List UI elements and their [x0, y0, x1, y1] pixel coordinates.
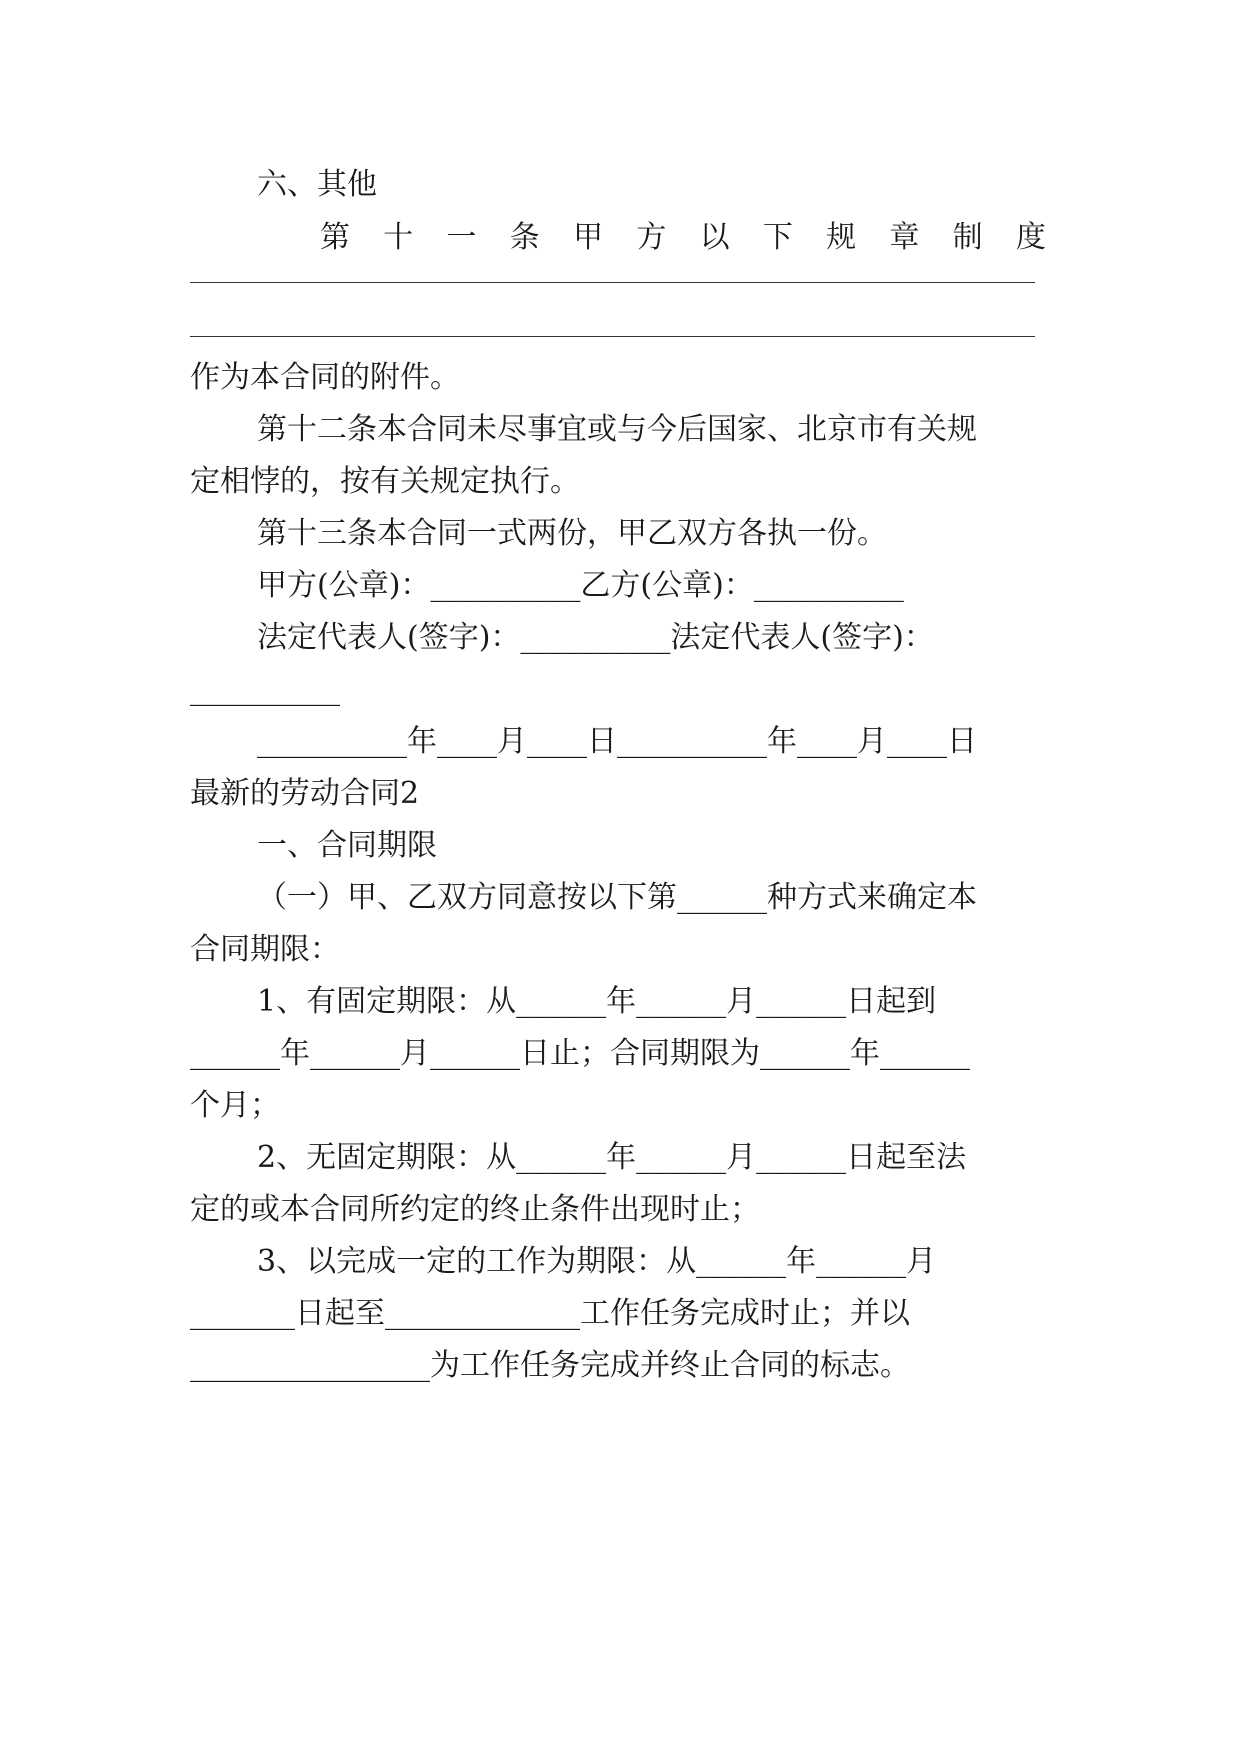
- article-11-char: 度: [1015, 220, 1046, 255]
- legal-rep-blank: __________: [190, 672, 340, 707]
- section-six-heading: 六、其他: [257, 167, 377, 202]
- blank-rule-2: [190, 336, 1035, 337]
- article-11-char: 方: [636, 220, 667, 255]
- article-12-line-1: 第十二条本合同未尽事宜或与今后国家、北京市有关规: [257, 412, 977, 447]
- legal-rep-line: 法定代表人(签字)：__________法定代表人(签字)：: [257, 620, 934, 655]
- article-11-char: 条: [509, 220, 540, 255]
- task-term-line-2: _______日起至_____________工作任务完成时止；并以: [190, 1296, 910, 1331]
- article-11-heading: [320, 218, 1046, 258]
- term-intro-line-2: 合同期限：: [190, 932, 340, 967]
- fixed-term-line-2: ______年______月______日止；合同期限为______年______: [190, 1036, 970, 1071]
- task-term-line-1: 3、以完成一定的工作为期限：从______年______月: [257, 1244, 937, 1279]
- article-11-char: 甲: [573, 220, 604, 255]
- article-11-char: 章: [889, 220, 920, 255]
- article-11-char: 一: [446, 220, 477, 255]
- article-13: 第十三条本合同一式两份，甲乙双方各执一份。: [257, 516, 887, 551]
- open-term-line-1: 2、无固定期限：从______年______月______日起至法: [257, 1140, 967, 1175]
- term-heading: 一、合同期限: [257, 828, 437, 863]
- fixed-term-line-1: 1、有固定期限：从______年______月______日起到: [257, 984, 937, 1019]
- article-11-char: 以: [699, 220, 730, 255]
- fixed-term-line-3: 个月；: [190, 1088, 280, 1123]
- article-11-char: 下: [762, 220, 793, 255]
- article-11-char: 十: [383, 220, 414, 255]
- article-11-char: 制: [952, 220, 983, 255]
- article-11-char: 规: [826, 220, 857, 255]
- party-seal-line: 甲方(公章)：__________乙方(公章)：__________: [257, 568, 904, 603]
- contract-2-title: 最新的劳动合同2: [190, 776, 420, 811]
- date-line: __________年____月____日__________年____月____日: [257, 724, 977, 759]
- article-11-char: 第: [320, 220, 350, 255]
- term-intro-line-1: （一）甲、乙双方同意按以下第______种方式来确定本: [257, 880, 977, 915]
- article-11-tail: 作为本合同的附件。: [190, 360, 460, 395]
- task-term-line-3: ________________为工作任务完成并终止合同的标志。: [190, 1348, 910, 1383]
- article-12-line-2: 定相悖的，按有关规定执行。: [190, 464, 580, 499]
- open-term-line-2: 定的或本合同所约定的终止条件出现时止；: [190, 1192, 760, 1227]
- blank-rule-1: [190, 282, 1035, 283]
